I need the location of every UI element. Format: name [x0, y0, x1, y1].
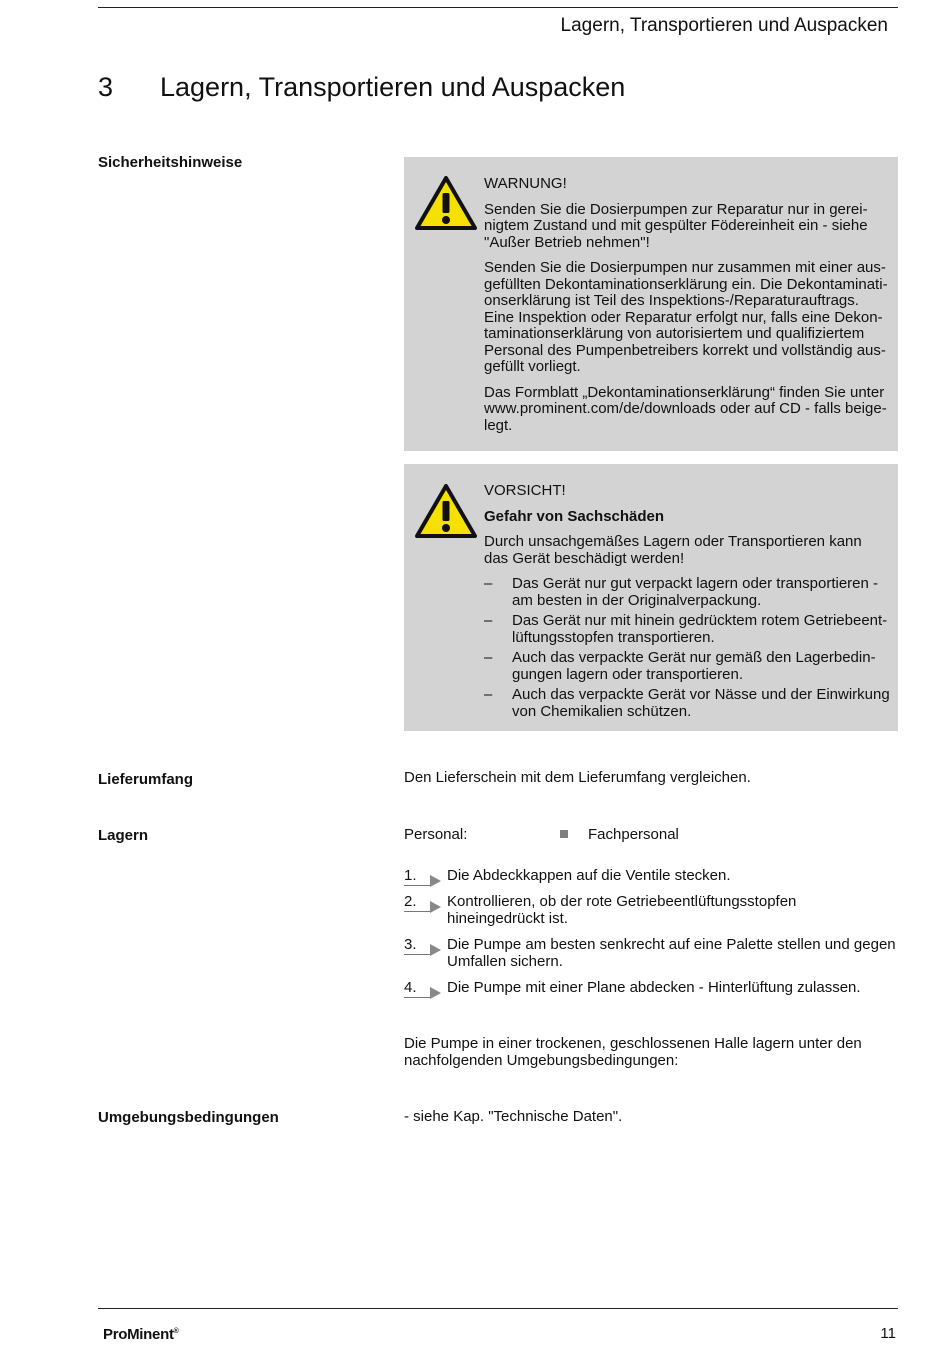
warning-paragraph: Das Formblatt „Dekontaminationserklärung“ finden Sie unter www.prominent.com/de/downloads oder auf CD - falls beigelegt.: [484, 383, 887, 434]
caution-intro: Durch unsachgemäßes Lagern oder Transportieren kann das Gerät beschädigt werden!: [484, 533, 862, 567]
step-arrow-icon: [430, 944, 441, 956]
step-number: 2.: [404, 894, 440, 911]
step-number: 1.: [404, 868, 440, 885]
step-arrow-icon: [404, 997, 432, 998]
caution-item-text: Das Gerät nur gut verpackt lagern oder transportieren - am besten in der Originalverpackung.: [512, 575, 879, 609]
caution-item-text: Auch das verpackte Gerät nur gemäß den Lagerbedingungen lagern oder transportieren.: [512, 649, 876, 683]
step-text: Die Pumpe mit einer Plane abdecken - Hinterlüftung zulassen.: [447, 979, 861, 996]
warning-paragraph: Senden Sie die Dosierpumpen nur zusammen mit einer ausgefüllten Dekontaminationserklärung ein. Die Dekontaminationserklärung ist Teil des Inspektions-/Reparaturauftrags. Eine Inspektion oder Reparatur erfolgt nur, falls eine Dekontaminationserklärung von autorisiertem und qualifiziertem Personal des Pumpenbetreibers korrekt und vollständig ausgefüllt vorliegt.: [484, 259, 888, 375]
step-text: Die Pumpe am besten senkrecht auf eine Palette stellen und gegen Umfallen sichern.: [447, 936, 896, 970]
prominent-logo: ProMinent®: [103, 1326, 179, 1343]
side-heading-safety: Sicherheitshinweise: [98, 154, 243, 171]
step-arrow-icon: [430, 875, 441, 887]
caution-signal-word: VORSICHT!: [484, 482, 566, 499]
caution-list-item: [484, 687, 890, 720]
personnel-value: Fachpersonal: [588, 826, 679, 843]
step-arrow-icon: [430, 901, 441, 913]
step-text: Die Abdeckkappen auf die Ventile stecken.: [447, 867, 731, 884]
caution-list-item: [484, 650, 890, 683]
caution-item-text: Auch das verpackte Gerät vor Nässe und der Einwirkung von Chemikalien schützen.: [512, 686, 890, 720]
page-number: 11: [880, 1325, 896, 1342]
dash-bullet: –: [484, 612, 493, 629]
warning-triangle-icon: [414, 175, 478, 231]
step-arrow-icon: [404, 885, 432, 886]
step-number: 3.: [404, 937, 440, 954]
caution-list-item: [484, 576, 890, 609]
step-number: 4.: [404, 980, 440, 997]
caution-list: [484, 576, 890, 720]
dash-bullet: –: [484, 575, 493, 592]
warning-text: [484, 176, 890, 443]
warning-box: [404, 157, 898, 451]
storage-note: Die Pumpe in einer trockenen, geschlossenen Halle lagern unter den nachfolgenden Umgebungsbedingungen:: [404, 1035, 862, 1069]
chapter-title: Lagern, Transportieren und Auspacken: [160, 72, 626, 102]
step-arrow-icon: [404, 954, 432, 955]
footer-rule: [98, 1308, 898, 1309]
warning-signal-word: WARNUNG!: [484, 175, 567, 192]
warning-paragraph: Senden Sie die Dosierpumpen zur Reparatur nur in gereinigtem Zustand und mit gespülter Födereinheit ein - siehe "Außer Betrieb nehmen"!: [484, 200, 868, 251]
dash-bullet: –: [484, 649, 493, 666]
warning-triangle-icon: [414, 483, 478, 539]
square-bullet-icon: [560, 830, 568, 838]
header-rule: [98, 7, 898, 8]
caution-text: [484, 483, 890, 724]
caution-item-text: Das Gerät nur mit hinein gedrücktem rotem Getriebeentlüftungsstopfen transportieren.: [512, 612, 888, 646]
side-heading-storage: Lagern: [98, 827, 149, 844]
caution-hazard: Gefahr von Sachschäden: [484, 507, 665, 525]
environment-text: - siehe Kap. "Technische Daten".: [404, 1108, 623, 1125]
personnel-label: Personal:: [404, 826, 468, 843]
side-heading-environment: Umgebungsbedingungen: [98, 1109, 279, 1126]
step-arrow-icon: [404, 911, 432, 912]
step-arrow-icon: [430, 987, 441, 999]
chapter-number: 3: [98, 72, 114, 102]
side-heading-delivery: Lieferumfang: [98, 771, 194, 788]
running-header: Lagern, Transportieren und Auspacken: [560, 15, 888, 36]
caution-box: [404, 464, 898, 731]
delivery-text: Den Lieferschein mit dem Lieferumfang vergleichen.: [404, 769, 751, 786]
step-text: Kontrollieren, ob der rote Getriebeentlüftungsstopfen hineingedrückt ist.: [447, 893, 797, 927]
dash-bullet: –: [484, 686, 493, 703]
caution-list-item: [484, 613, 890, 646]
